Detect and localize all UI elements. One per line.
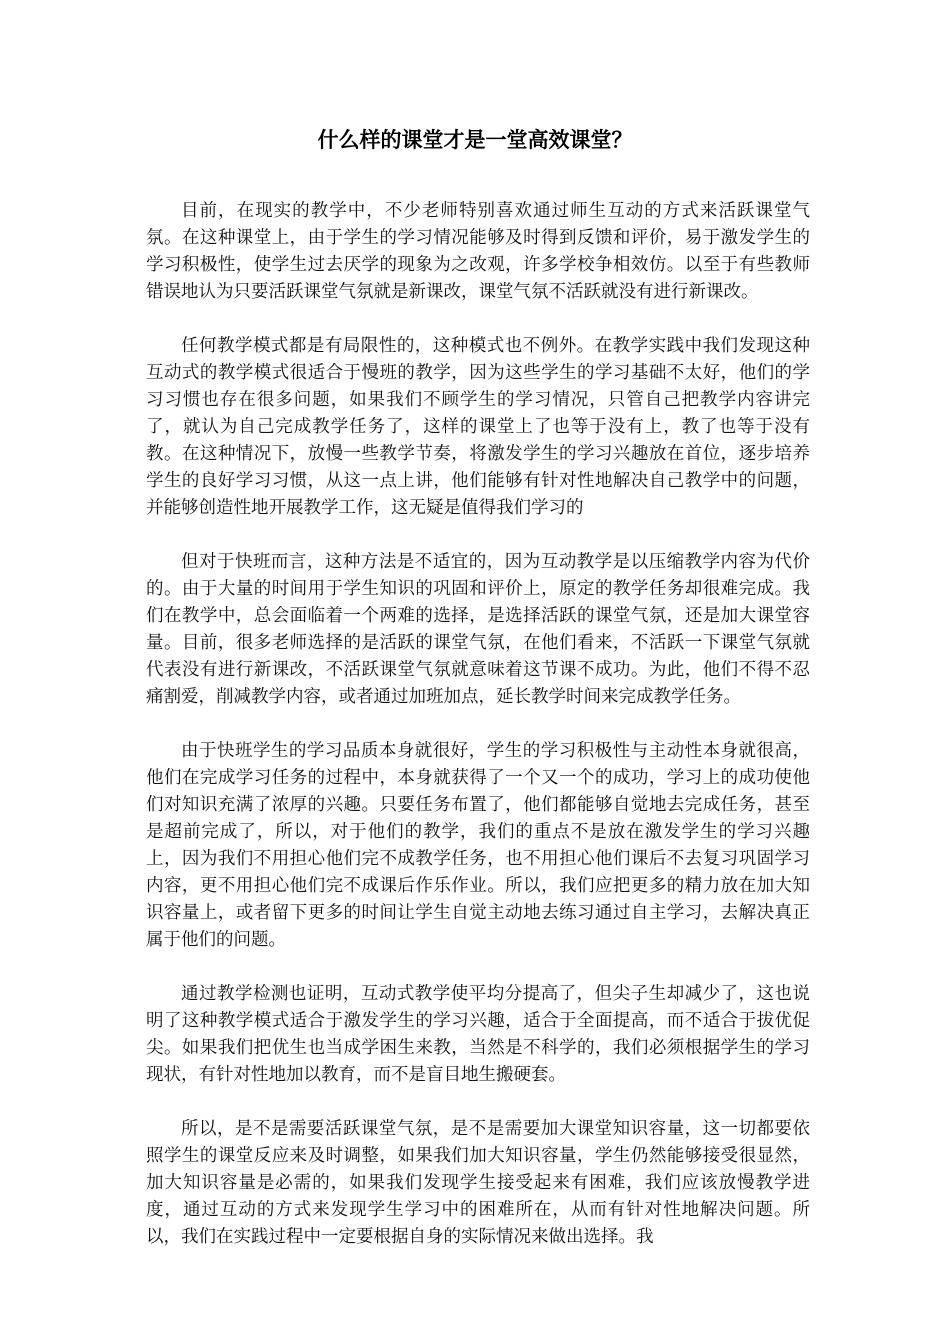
paragraph-1: 目前，在现实的教学中，不少老师特别喜欢通过师生互动的方式来活跃课堂气氛。在这种课堂上，由于学生的学习情况能够及时得到反馈和评价，易于激发学生的学习积极性，使学生过去厌学的现象为之改观，许多学校争相效仿。以至于有些教师错误地认为只要活跃课堂气氛就是新课改，课堂气氛不活跃就没有进行新课改。 [146, 201, 810, 302]
paragraph-5: 通过教学检测也证明，互动式教学使平均分提高了，但尖子生却减少了，这也说明了这种教学模式适合于激发学生的学习兴趣，适合于全面提高，而不适合于拔优促尖。如果我们把优生也当成学困生来教，当然是不科学的，我们必须根据学生的学习现状，有针对性地加以教育，而不是盲目地生搬硬套。 [146, 984, 810, 1085]
document-body [146, 198, 810, 1278]
paragraph-3: 但对于快班而言，这种方法是不适宜的，因为互动教学是以压缩教学内容为代价的。由于大量的时间用于学生知识的巩固和评价上，原定的教学任务却很难完成。我们在教学中，总会面临着一个两难的选择，是选择活跃的课堂气氛，还是加大课堂容量。目前，很多老师选择的是活跃的课堂气氛，在他们看来，不活跃一下课堂气氛就代表没有进行新课改，不活跃课堂气氛就意味着这节课不成功。为此，他们不得不忍痛割爱，削减教学内容，或者通过加班加点，延长教学时间来完成教学任务。 [146, 552, 810, 707]
paragraph-2: 任何教学模式都是有局限性的，这种模式也不例外。在教学实践中我们发现这种互动式的教学模式很适合于慢班的教学，因为这些学生的学习基础不太好，他们的学习习惯也存在很多问题，如果我们不顾学生的学习情况，只管自己把教学内容讲完了，就认为自己完成教学任务了，这样的课堂上了也等于没有上，教了也等于没有教。在这种情况下，放慢一些教学节奏，将激发学生的学习兴趣放在首位，逐步培养学生的良好学习习惯，从这一点上讲，他们能够有针对性地解决自己教学中的问题，并能够创造性地开展教学工作，这无疑是值得我们学习的 [146, 336, 810, 518]
paragraph-6: 所以，是不是需要活跃课堂气氛，是不是需要加大课堂知识容量，这一切都要依照学生的课堂反应来及时调整，如果我们加大知识容量，学生仍然能够接受很显然，加大知识容量是必需的，如果我们发现学生接受起来有困难，我们应该放慢教学进度，通过互动的方式来发现学生学习中的困难所在，从而有针对性地解决问题。所以，我们在实践过程中一定要根据自身的实际情况来做出选择。我 [146, 1119, 810, 1247]
paragraph-4: 由于快班学生的学习品质本身就很好，学生的学习积极性与主动性本身就很高，他们在完成学习任务的过程中，本身就获得了一个又一个的成功，学习上的成功使他们对知识充满了浓厚的兴趣。只要任务布置了，他们都能够自觉地去完成任务，甚至是超前完成了，所以，对于他们的教学，我们的重点不是放在激发学生的学习兴趣上，因为我们不用担心他们完不成教学任务，也不用担心他们课后不去复习巩固学习内容，更不用担心他们完不成课后作乐作业。所以，我们应把更多的精力放在加大知识容量上，或者留下更多的时间让学生自觉主动地去练习通过自主学习，去解决真正属于他们的问题。 [146, 741, 810, 950]
document-title: 什么样的课堂才是一堂高效课堂？ [317, 127, 633, 152]
